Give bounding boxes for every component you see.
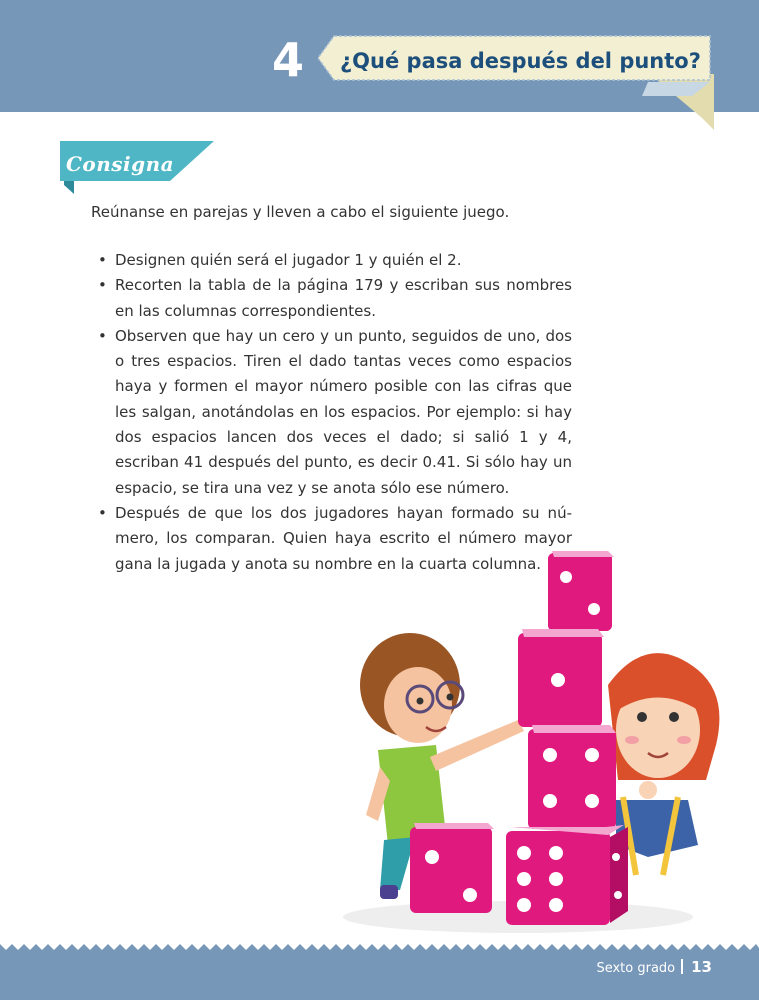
rule-text: Observen que hay un cero y un punto, seguidos de uno, dos o tres espacios. Tiren el dado tantas veces como espacios haya y formen el mayor número posible con las cifras que les salgan, anotándolas en los espacios. Por ejemplo: si hay dos espacios lancen dos veces el dado; si salió 1 y 4, escriban 41 después del punto, es decir 0.41. Si sólo hay un espacio, se tira una vez y se anota sólo ese número. — [115, 326, 572, 497]
dice-tower — [506, 551, 628, 925]
intro-text: Reúnanse en parejas y lleven a cabo el siguiente juego. — [91, 203, 510, 221]
bullet-icon: • — [98, 503, 107, 522]
rule-text: Designen quién será el jugador 1 y quién el 2. — [115, 251, 462, 269]
children-dice-illustration — [318, 545, 748, 937]
lesson-number: 4 — [271, 33, 304, 87]
page-footer — [596, 957, 712, 979]
rule-text: Después de que los dos jugadores hayan formado su número, los comparan. Quien haya escrito el número mayor gana la jugada y anota su nombre en la cuarta columna. — [115, 503, 572, 573]
list-item — [98, 324, 572, 501]
page-number: 13 — [691, 958, 712, 976]
front-die — [410, 823, 494, 913]
bullet-icon: • — [98, 251, 107, 269]
grade-label: Sexto grado — [596, 961, 676, 976]
list-item — [98, 248, 572, 273]
footer-separator — [681, 959, 683, 974]
list-item — [98, 273, 572, 324]
bullet-icon: • — [98, 276, 107, 295]
section-label: Consigna — [66, 152, 175, 176]
bullet-icon: • — [98, 326, 107, 345]
lesson-title: ¿Qué pasa después del punto? — [340, 49, 701, 73]
rules-list — [98, 248, 572, 577]
rule-text: Recorten la tabla de la página 179 y escriban sus nombres en las columnas correspondientes. — [115, 276, 572, 320]
